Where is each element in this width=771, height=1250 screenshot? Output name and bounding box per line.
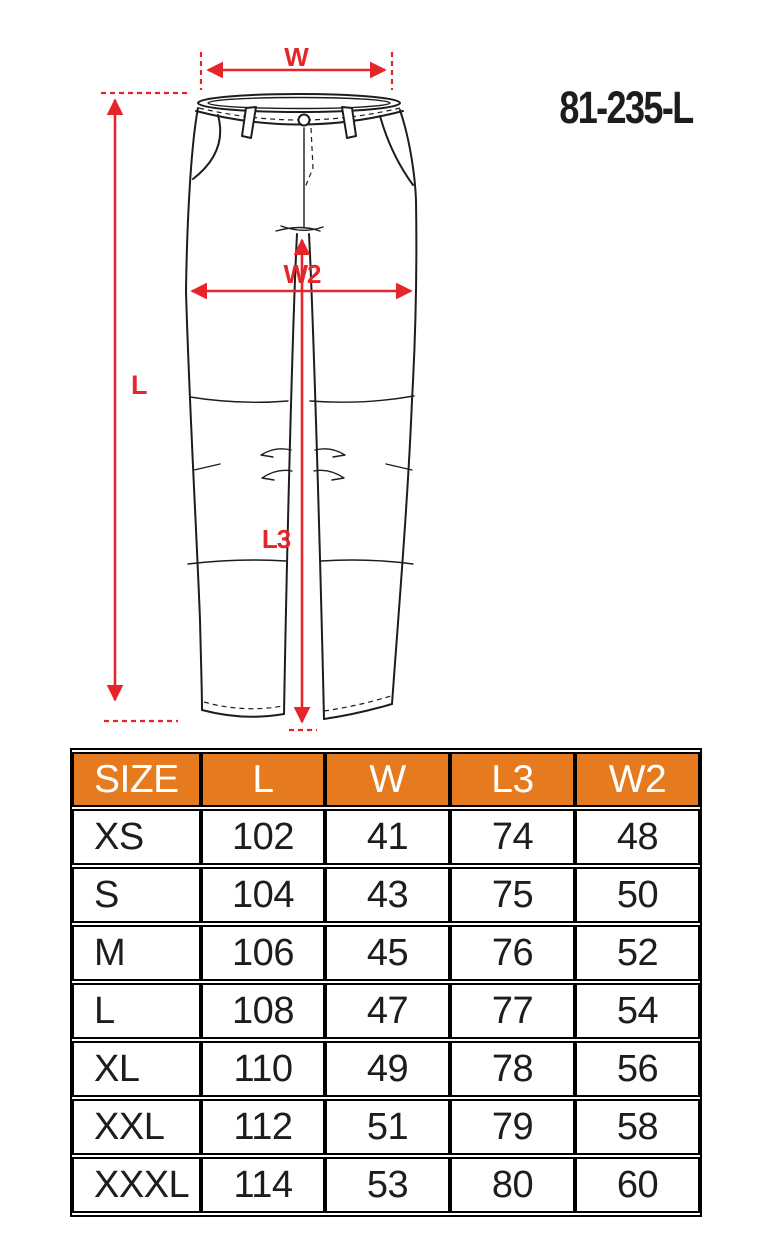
size-table-header-row [72,752,700,807]
measurement-cell: 47 [325,983,450,1039]
size-table-header [72,752,700,807]
left-pocket [193,115,220,179]
size-label-cell: XS [72,809,201,865]
measurement-cell: 112 [201,1099,325,1155]
measurement-cell: 56 [575,1041,700,1097]
measurement-cell: 51 [325,1099,450,1155]
right-belt-loop [342,107,356,138]
column-header-w2: W2 [575,752,700,807]
right-pocket [380,116,413,185]
measurement-cell: 78 [450,1041,575,1097]
column-header-l: L [201,752,325,807]
product-code: 81-235-L [559,82,693,133]
left-belt-loop [242,107,256,138]
measurement-cell: 106 [201,925,325,981]
table-row-l [72,983,700,1039]
table-row-s [72,867,700,923]
measurement-cell: 77 [450,983,575,1039]
column-header-w: W [325,752,450,807]
dimension-annotations [101,52,411,730]
fly-seam [304,128,313,228]
measurement-cell: 48 [575,809,700,865]
measurement-cell: 76 [450,925,575,981]
table-row-xxxl [72,1157,700,1213]
size-label-cell: M [72,925,201,981]
table-row-xs [72,809,700,865]
leg-hems [202,696,392,719]
column-header-size: SIZE [72,752,201,807]
table-row-m [72,925,700,981]
size-label-cell: XL [72,1041,201,1097]
dimension-label-w: W [284,42,308,72]
measurement-cell: 75 [450,867,575,923]
table-row-xxl [72,1099,700,1155]
size-table-body [72,809,700,1213]
waist-button [299,115,310,126]
dimension-label-l3: L3 [261,524,291,554]
table-row-xl [72,1041,700,1097]
measurement-cell: 49 [325,1041,450,1097]
size-label-cell: S [72,867,201,923]
measurement-cell: 58 [575,1099,700,1155]
size-label-cell: XXXL [72,1157,201,1213]
measurement-cell: 50 [575,867,700,923]
measurement-cell: 52 [575,925,700,981]
measurement-cell: 53 [325,1157,450,1213]
crotch-seam [276,226,323,231]
dimension-l [101,93,187,721]
measurement-cell: 74 [450,809,575,865]
measurement-cell: 104 [201,867,325,923]
size-label-cell: XXL [72,1099,201,1155]
measurement-cell: 110 [201,1041,325,1097]
size-label-cell: L [72,983,201,1039]
measurement-cell: 108 [201,983,325,1039]
measurement-cell: 45 [325,925,450,981]
dimension-label-w2: W2 [283,259,321,289]
measurement-cell: 54 [575,983,700,1039]
measurement-cell: 43 [325,867,450,923]
size-table [70,748,702,1217]
dimension-label-l: L [131,370,147,400]
measurement-cell: 102 [201,809,325,865]
measurement-cell: 80 [450,1157,575,1213]
measurement-cell: 60 [575,1157,700,1213]
measurement-cell: 114 [201,1157,325,1213]
column-header-l3: L3 [450,752,575,807]
measurement-cell: 41 [325,809,450,865]
measurement-cell: 79 [450,1099,575,1155]
